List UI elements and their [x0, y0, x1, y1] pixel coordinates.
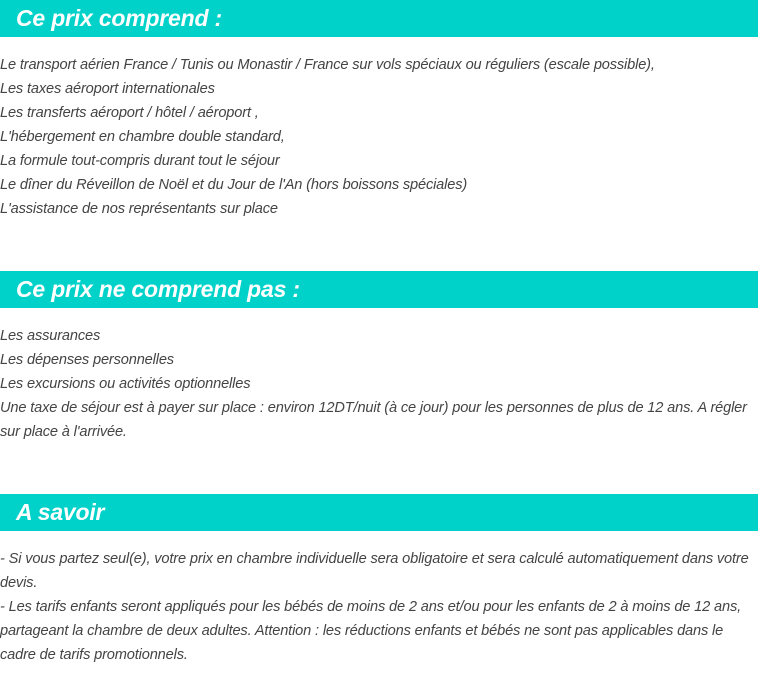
not-included-list	[0, 324, 756, 444]
list-item: Les taxes aéroport internationales	[0, 81, 215, 97]
list-item: Les excursions ou activités optionnelles	[0, 376, 251, 392]
section-header-good-to-know	[0, 494, 758, 531]
list-item: Le dîner du Réveillon de Noël et du Jour de l'An (hors boissons spéciales)	[0, 177, 468, 193]
list-item: La formule tout-compris durant tout le séjour	[0, 153, 280, 169]
list-item: L'assistance de nos représentants sur place	[0, 201, 278, 217]
list-item: Les dépenses personnelles	[0, 352, 174, 368]
list-item: Le transport aérien France / Tunis ou Monastir / France sur vols spéciaux ou réguliers (escale possible),	[0, 57, 655, 73]
list-item: Les assurances	[0, 328, 101, 344]
section-title: Ce prix comprend :	[16, 5, 222, 31]
included-list	[0, 53, 756, 221]
list-item: Les transferts aéroport / hôtel / aéroport ,	[0, 105, 259, 121]
list-item: - Si vous partez seul(e), votre prix en chambre individuelle sera obligatoire et sera calculé automatiquement dans votre devis.	[0, 551, 749, 591]
list-item: Une taxe de séjour est à payer sur place : environ 12DT/nuit (à ce jour) pour les personnes de plus de 12 ans. A régler sur place à l'arrivée.	[0, 400, 747, 440]
section-title: A savoir	[16, 499, 105, 525]
section-header-included	[0, 0, 758, 37]
section-title: Ce prix ne comprend pas :	[16, 276, 300, 302]
list-item: - Les tarifs enfants seront appliqués pour les bébés de moins de 2 ans et/ou pour les enfants de 2 à moins de 12 ans, partageant la chambre de deux adultes. Attention : les réductions enfants et bébés ne sont pas applicables dans le cadre de tarifs promotionnels.	[0, 599, 741, 663]
list-item: L'hébergement en chambre double standard,	[0, 129, 285, 145]
good-to-know-list	[0, 547, 756, 667]
section-header-not-included	[0, 271, 758, 308]
